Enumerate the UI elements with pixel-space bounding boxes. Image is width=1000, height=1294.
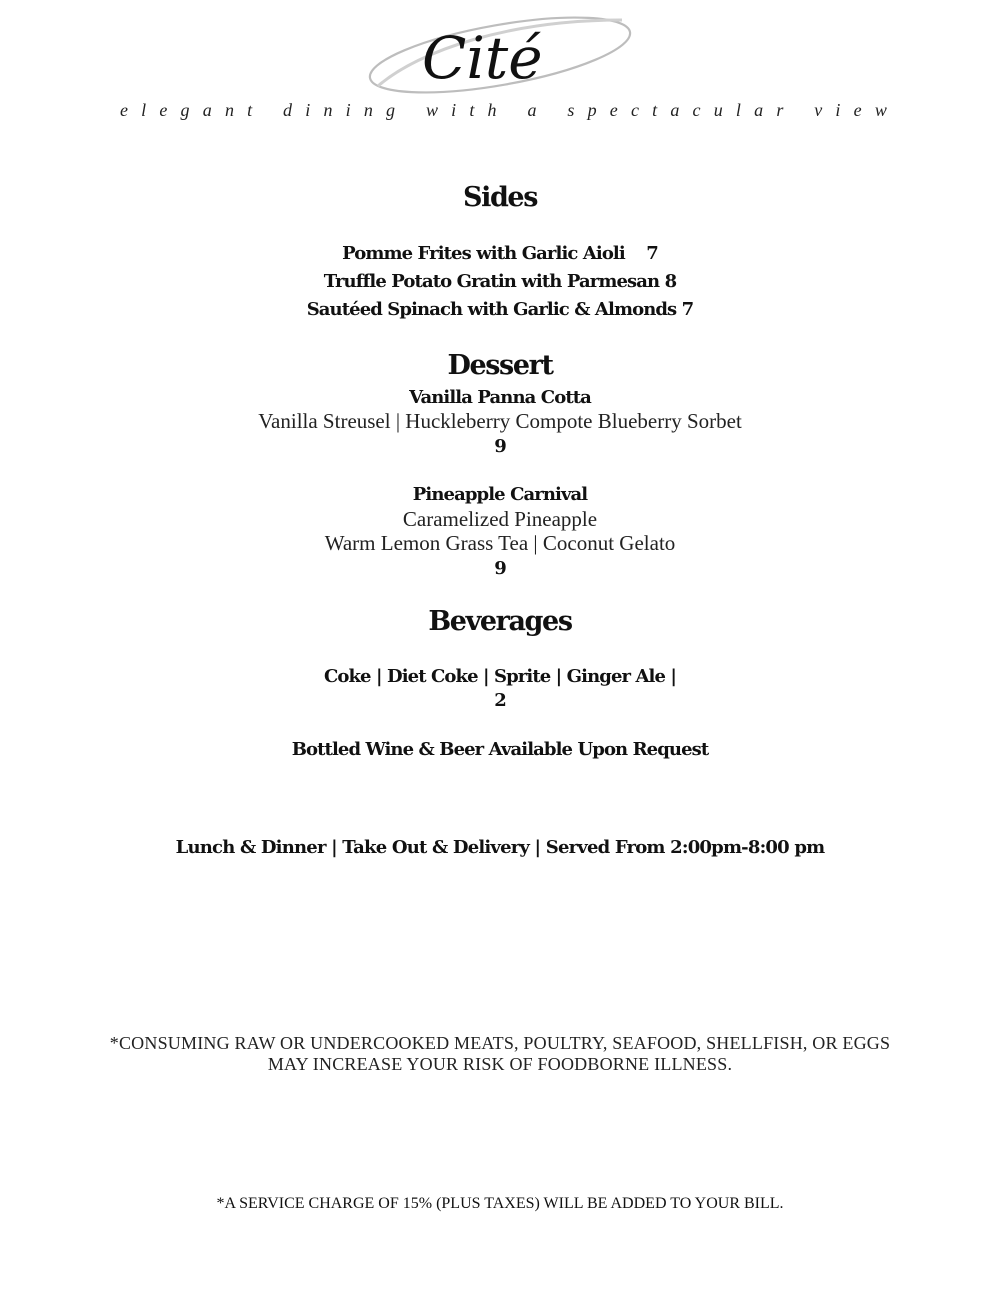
dessert-item-description: Caramelized Pineapple xyxy=(402,507,598,531)
dessert-item-name: Pineapple Carnival xyxy=(412,484,588,505)
sides-item: Truffle Potato Gratin with Parmesan 8 xyxy=(323,271,677,292)
warning-line: *CONSUMING RAW OR UNDERCOOKED MEATS, POULTRY, SEAFOOD, SHELLFISH, OR EGGS xyxy=(109,1033,891,1053)
logo-wordmark: Cité xyxy=(422,24,543,92)
service-hours: Lunch & Dinner | Take Out & Delivery | Served From 2:00pm-8:00 pm xyxy=(175,837,825,858)
sides-title: Sides xyxy=(462,182,537,213)
dessert-item-name: Vanilla Panna Cotta xyxy=(409,387,591,408)
beverages-note: Bottled Wine & Beer Available Upon Request xyxy=(291,739,709,760)
dessert-item-description: Vanilla Streusel | Huckleberry Compote Blueberry Sorbet xyxy=(258,409,742,433)
food-safety-warning xyxy=(0,1033,1000,1075)
dessert-item-description: Warm Lemon Grass Tea | Coconut Gelato xyxy=(324,531,676,555)
dessert-title: Dessert xyxy=(447,350,553,381)
restaurant-logo xyxy=(360,0,640,100)
sides-item: Sautéed Spinach with Garlic & Almonds 7 xyxy=(306,299,694,320)
warning-line: MAY INCREASE YOUR RISK OF FOODBORNE ILLNESS. xyxy=(267,1054,733,1074)
tagline: elegant dining with a spectacular view xyxy=(119,100,901,120)
beverages-price: 2 xyxy=(494,690,506,711)
dessert-item-price: 9 xyxy=(494,436,506,457)
dessert-item-price: 9 xyxy=(494,558,506,579)
beverages-list: Coke | Diet Coke | Sprite | Ginger Ale | xyxy=(323,666,677,687)
service-charge-note: *A SERVICE CHARGE OF 15% (PLUS TAXES) WILL BE ADDED TO YOUR BILL. xyxy=(216,1195,784,1212)
beverages-title: Beverages xyxy=(428,606,572,637)
sides-item: Pomme Frites with Garlic Aioli 7 xyxy=(342,243,658,264)
logo-mark xyxy=(360,0,640,100)
